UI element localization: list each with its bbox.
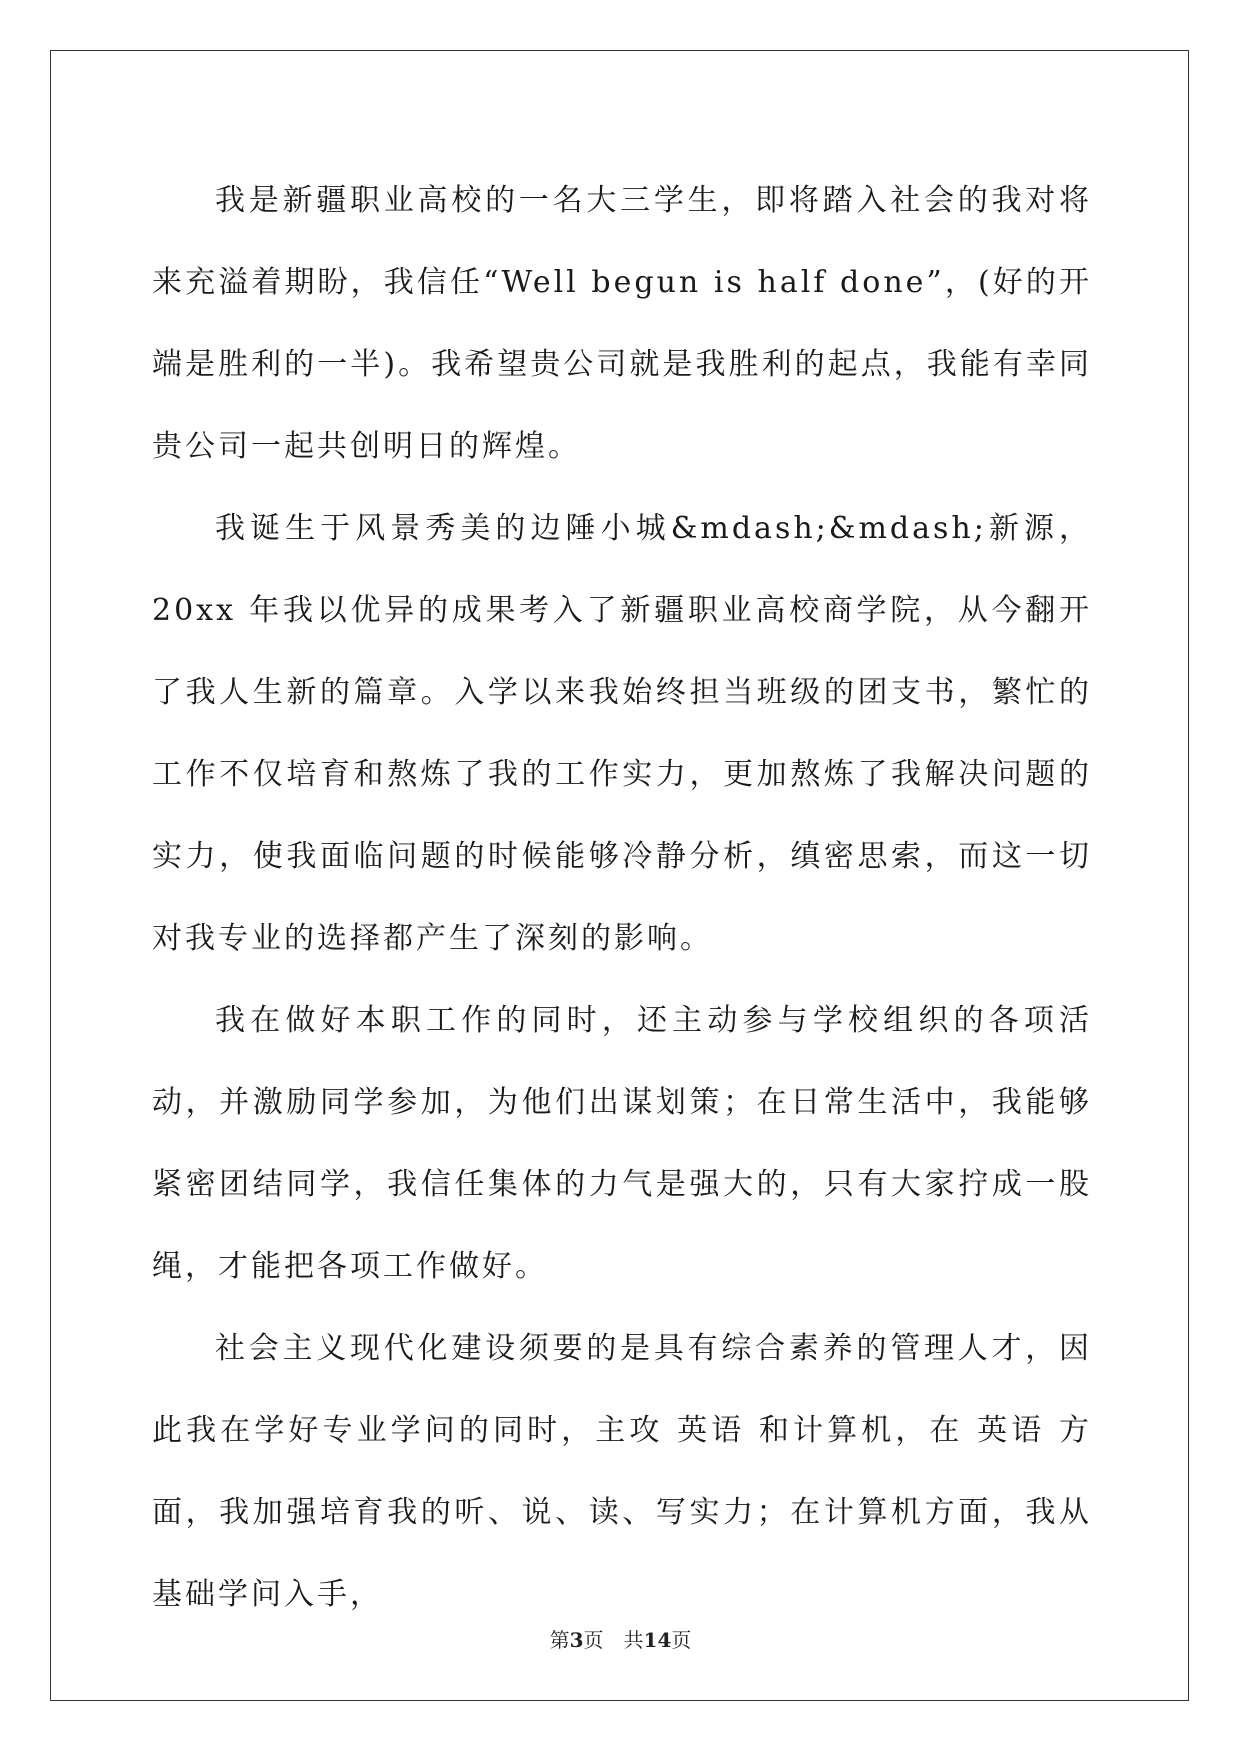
paragraph-4: 社会主义现代化建设须要的是具有综合素养的管理人才，因此我在学好专业学问的同时，主攻 英语 和计算机，在 英语 方面，我加强培育我的听、说、读、写实力；在计算机方面，我从基础学问入手， bbox=[152, 1331, 1092, 1612]
page-suffix: 页 bbox=[583, 1628, 604, 1652]
total-pages: 14 bbox=[643, 1628, 672, 1652]
document-body bbox=[152, 160, 1092, 1636]
paragraph-1: 我是新疆职业高校的一名大三学生，即将踏入社会的我对将来充溢着期盼，我信任“Well begun is half done”，(好的开端是胜利的一半)。我希望贵公司就是我胜利的起点，我能有幸同贵公司一起共创明日的辉煌。 bbox=[152, 183, 1092, 464]
page-number: 3 bbox=[569, 1628, 584, 1652]
total-suffix: 页 bbox=[671, 1628, 692, 1652]
paragraph-2: 我诞生于风景秀美的边陲小城&mdash;&mdash;新源，20xx 年我以优异的成果考入了新疆职业高校商学院，从今翻开了我人生新的篇章。入学以来我始终担当班级的团支书，繁忙的工作不仅培育和熬炼了我的工作实力，更加熬炼了我解决问题的实力，使我面临问题的时候能够冷静分析，缜密思索，而这一切对我专业的选择都产生了深刻的影响。 bbox=[152, 511, 1092, 956]
total-prefix: 共 bbox=[623, 1628, 644, 1652]
page-footer bbox=[0, 1624, 1241, 1653]
paragraph-3: 我在做好本职工作的同时，还主动参与学校组织的各项活动，并激励同学参加，为他们出谋划策；在日常生活中，我能够紧密团结同学，我信任集体的力气是强大的，只有大家拧成一股绳，才能把各项工作做好。 bbox=[152, 1003, 1092, 1284]
page-prefix: 第 bbox=[549, 1628, 570, 1652]
